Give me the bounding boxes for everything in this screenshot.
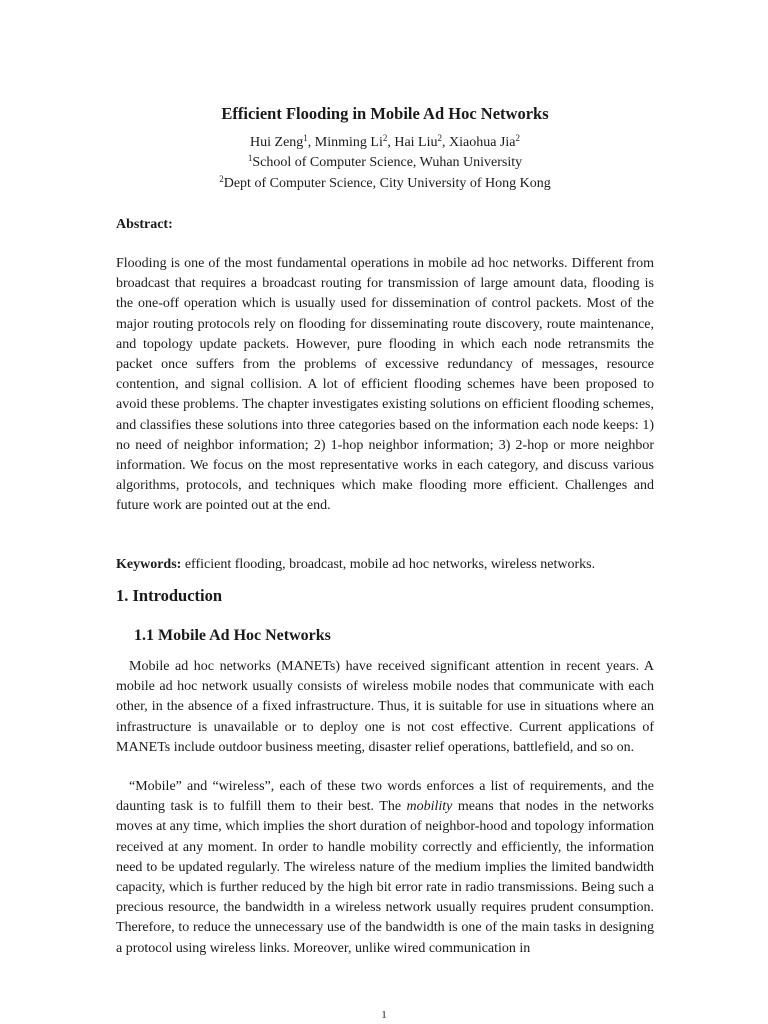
author-name: Xiaohua Jia (449, 135, 516, 150)
affil-text: School of Computer Science, Wuhan University (252, 155, 523, 170)
abstract-text: Flooding is one of the most fundamental operations in mobile ad hoc networks. Different from broadcast that requires a broadcast routing for transmission of large amount data, flooding is the one-off operation which is usually used for dissemination of control packets. Most of the major routing protocols rely on flooding for disseminating route discovery, route maintenance, and topology update packets. However, pure flooding in which each node retransmits the packet once suffers from the problems of excessive redundancy of messages, resource contention, and signal collision. A lot of efficient flooding schemes have been proposed to avoid these problems. The chapter investigates existing solutions on efficient flooding schemes, and classifies these solutions into three categories based on the information each node keeps: 1) no need of neighbor information; 2) 1-hop neighbor information; 3) 2-hop or more neighbor information. We focus on the most representative works in each category, and discuss various algorithms, protocols, and techniques which make flooding more efficient. Challenges and future work are pointed out at the end. (116, 256, 654, 514)
author-affil-mark: 1 (303, 133, 308, 143)
section-heading-introduction: 1. Introduction (116, 586, 223, 605)
subsection-heading-manets: 1.1 Mobile Ad Hoc Networks (134, 627, 331, 644)
author-name: Hai Liu (394, 135, 438, 150)
affiliation-1 (116, 153, 654, 173)
keywords (116, 555, 654, 575)
keywords-text: efficient flooding, broadcast, mobile ad hoc networks, wireless networks. (184, 557, 596, 572)
intro-paragraph-2-part-b: means that nodes in the networks moves at any time, which implies the short duration of neighbor-hood and topology information received at any moment. In order to handle mobility correctly and efficiently, the information need to be updated regularly. The wireless nature of the medium implies the limited bandwidth capacity, which is further reduced by the high bit error rate in radio transmissions. Being such a precious resource, the bandwidth in a wireless network usually requires prudent consumption. Therefore, to reduce the unnecessary use of the bandwidth is one of the main tasks in designing a protocol using wireless links. Moreover, unlike wired communication in (116, 799, 654, 956)
paper-title: Efficient Flooding in Mobile Ad Hoc Networks (221, 104, 549, 123)
author-affil-mark: 2 (382, 133, 388, 143)
author-name: Minming Li (314, 135, 383, 150)
author-list: Hui Zeng$^1$, Minming Li$^2$, Hai Liu$^2$, Xiaohua Jia$^2$ (250, 133, 520, 150)
intro-paragraph-1: Mobile ad hoc networks (MANETs) have received significant attention in recent years. A mobile ad hoc network usually consists of wireless mobile nodes that communicate with each other, in the absence of a fixed infrastructure. Thus, it is suitable for use in situations where an infrastructure is unavailable or to deploy one is not cost effective. Current applications of MANETs include outdoor business meeting, disaster relief operations, battlefield, and so on. (116, 659, 654, 755)
author-name: Hui Zeng (250, 135, 304, 150)
affiliation-2 (116, 174, 654, 194)
abstract-heading: Abstract: (116, 217, 173, 232)
page-number: 1 (381, 1009, 387, 1021)
intro-paragraph-2-part-a: “Mobile” and “wireless”, each of these two words enforces a list of requirements, and the daunting task is to fulfill them to their best. The (116, 779, 654, 815)
affil-mark: 1 (247, 153, 253, 163)
author-affil-mark: 2 (437, 133, 442, 143)
mobility-emphasis: mobility (406, 799, 453, 815)
intro-paragraph-2 (116, 777, 654, 959)
affil-mark: 2 (219, 174, 224, 184)
author-affil-mark: 2 (515, 133, 520, 143)
keywords-label: Keywords: (116, 557, 182, 572)
affil-text: Dept of Computer Science, City University of Hong Kong (223, 176, 551, 191)
paper-page (116, 0, 654, 1024)
